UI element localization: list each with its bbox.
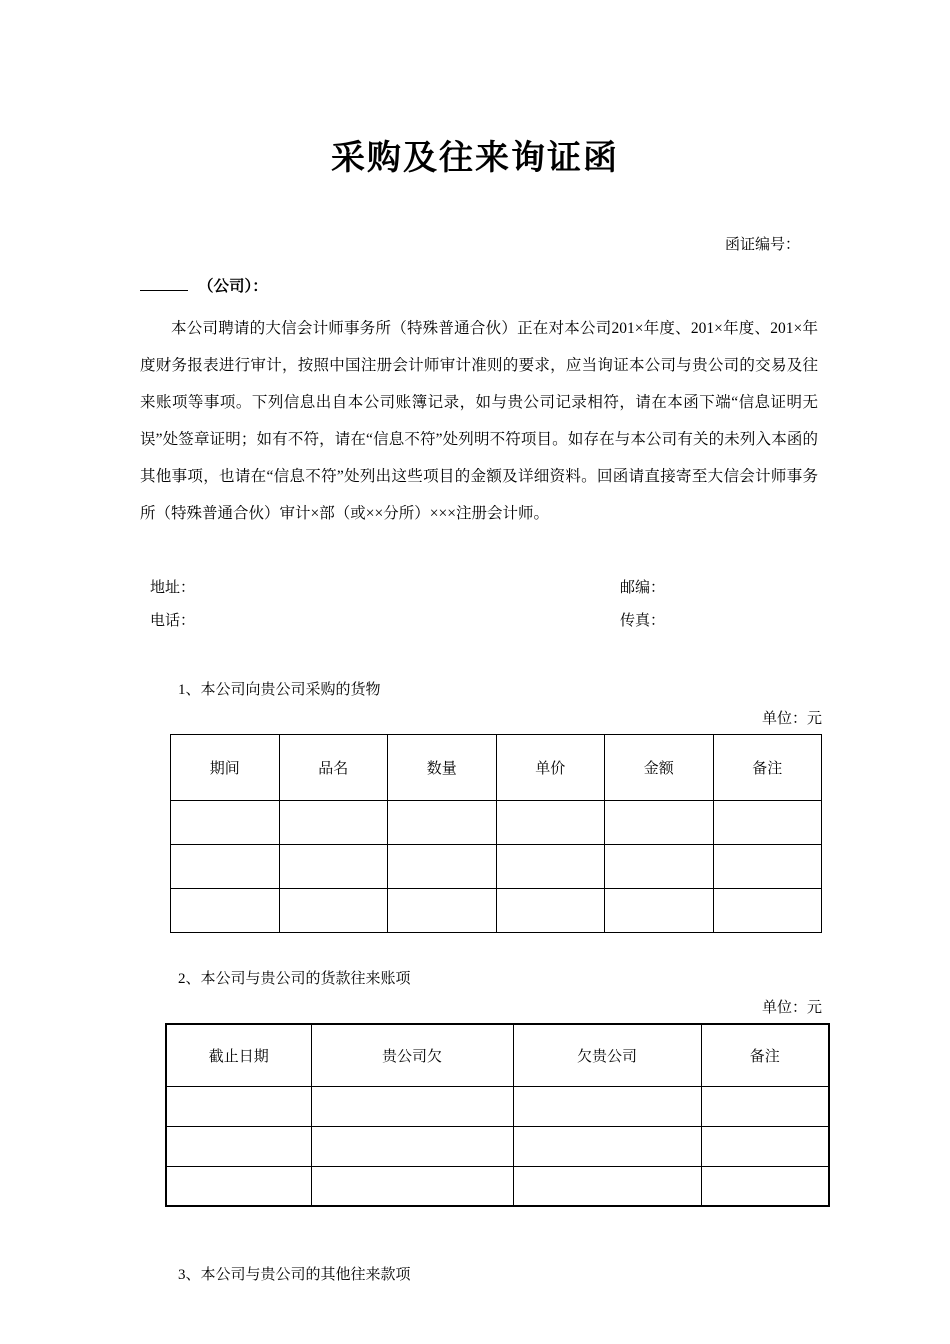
purchases-table: [170, 734, 822, 933]
table-header-cell: 单价: [496, 735, 605, 801]
table-cell: [311, 1086, 513, 1126]
table-cell: [279, 889, 388, 933]
table-cell: [388, 801, 497, 845]
table-cell: [166, 1126, 311, 1166]
ref-number-line: [0, 233, 800, 254]
table-header-cell: 备注: [701, 1024, 829, 1086]
body-paragraph: 本公司聘请的大信会计师事务所（特殊普通合伙）正在对本公司201×年度、201×年度、201×年度财务报表进行审计，按照中国注册会计师审计准则的要求，应当询证本公司与贵公司的交易及往来账项等事项。下列信息出自本公司账簿记录，如与贵公司记录相符，请在本函下端“信息证明无误”处签章证明；如有不符，请在“信息不符”处列明不符项目。如存在与本公司有关的未列入本函的其他事项，也请在“信息不符”处列出这些项目的金额及详细资料。回函请直接寄至大信会计师事务所（特殊普通合伙）审计×部（或××分所）×××注册会计师。: [140, 320, 818, 522]
table-cell: [496, 889, 605, 933]
table-cell: [713, 801, 822, 845]
table-cell: [388, 845, 497, 889]
table-cell: [311, 1166, 513, 1206]
table-row: [171, 889, 822, 933]
table-cell: [388, 889, 497, 933]
section-1-unit-label: 单位：元: [761, 711, 822, 727]
table-cell: [311, 1126, 513, 1166]
table-header-cell: 截止日期: [166, 1024, 311, 1086]
table-cell: [605, 889, 714, 933]
table-header-cell: 欠贵公司: [513, 1024, 701, 1086]
table-cell: [171, 845, 280, 889]
table-cell: [496, 845, 605, 889]
table-row: [166, 1126, 829, 1166]
table-cell: [166, 1166, 311, 1206]
table-cell: [701, 1126, 829, 1166]
table-cell: [701, 1166, 829, 1206]
table-cell: [513, 1166, 701, 1206]
company-name-blank: [140, 275, 188, 291]
ref-number-label: 函证编号：: [724, 237, 800, 253]
table-header-cell: 金额: [605, 735, 714, 801]
address-label: 地址：: [150, 580, 196, 596]
table-cell: [605, 801, 714, 845]
table-header-cell: 备注: [713, 735, 822, 801]
balances-table: [165, 1023, 830, 1207]
table-row: [171, 801, 822, 845]
table-header-row: [171, 735, 822, 801]
table-cell: [171, 889, 280, 933]
table-cell: [713, 845, 822, 889]
section-3-heading: 3、本公司与贵公司的其他往来款项: [178, 1267, 411, 1283]
zip-label: 邮编：: [620, 580, 666, 596]
contact-block: [150, 576, 950, 630]
table-cell: [605, 845, 714, 889]
table-header-cell: 品名: [279, 735, 388, 801]
table-cell: [513, 1086, 701, 1126]
table-cell: [496, 801, 605, 845]
table-cell: [279, 845, 388, 889]
company-line: [140, 274, 950, 296]
fax-label: 传真：: [620, 613, 666, 629]
table-cell: [513, 1126, 701, 1166]
company-label: （公司）：: [198, 278, 268, 295]
document-title: 采购及往来询证函: [331, 139, 619, 177]
table-header-cell: 贵公司欠: [311, 1024, 513, 1086]
table-header-row: [166, 1024, 829, 1086]
table-header-cell: 期间: [171, 735, 280, 801]
section-2-heading: 2、本公司与贵公司的货款往来账项: [178, 971, 411, 987]
table-cell: [279, 801, 388, 845]
table-row: [166, 1086, 829, 1126]
section-2-unit-label: 单位：元: [761, 1000, 822, 1016]
table-row: [171, 845, 822, 889]
phone-label: 电话：: [150, 613, 196, 629]
table-cell: [713, 889, 822, 933]
section-1-heading: 1、本公司向贵公司采购的货物: [178, 682, 381, 698]
table-cell: [166, 1086, 311, 1126]
table-row: [166, 1166, 829, 1206]
table-cell: [171, 801, 280, 845]
table-cell: [701, 1086, 829, 1126]
table-header-cell: 数量: [388, 735, 497, 801]
